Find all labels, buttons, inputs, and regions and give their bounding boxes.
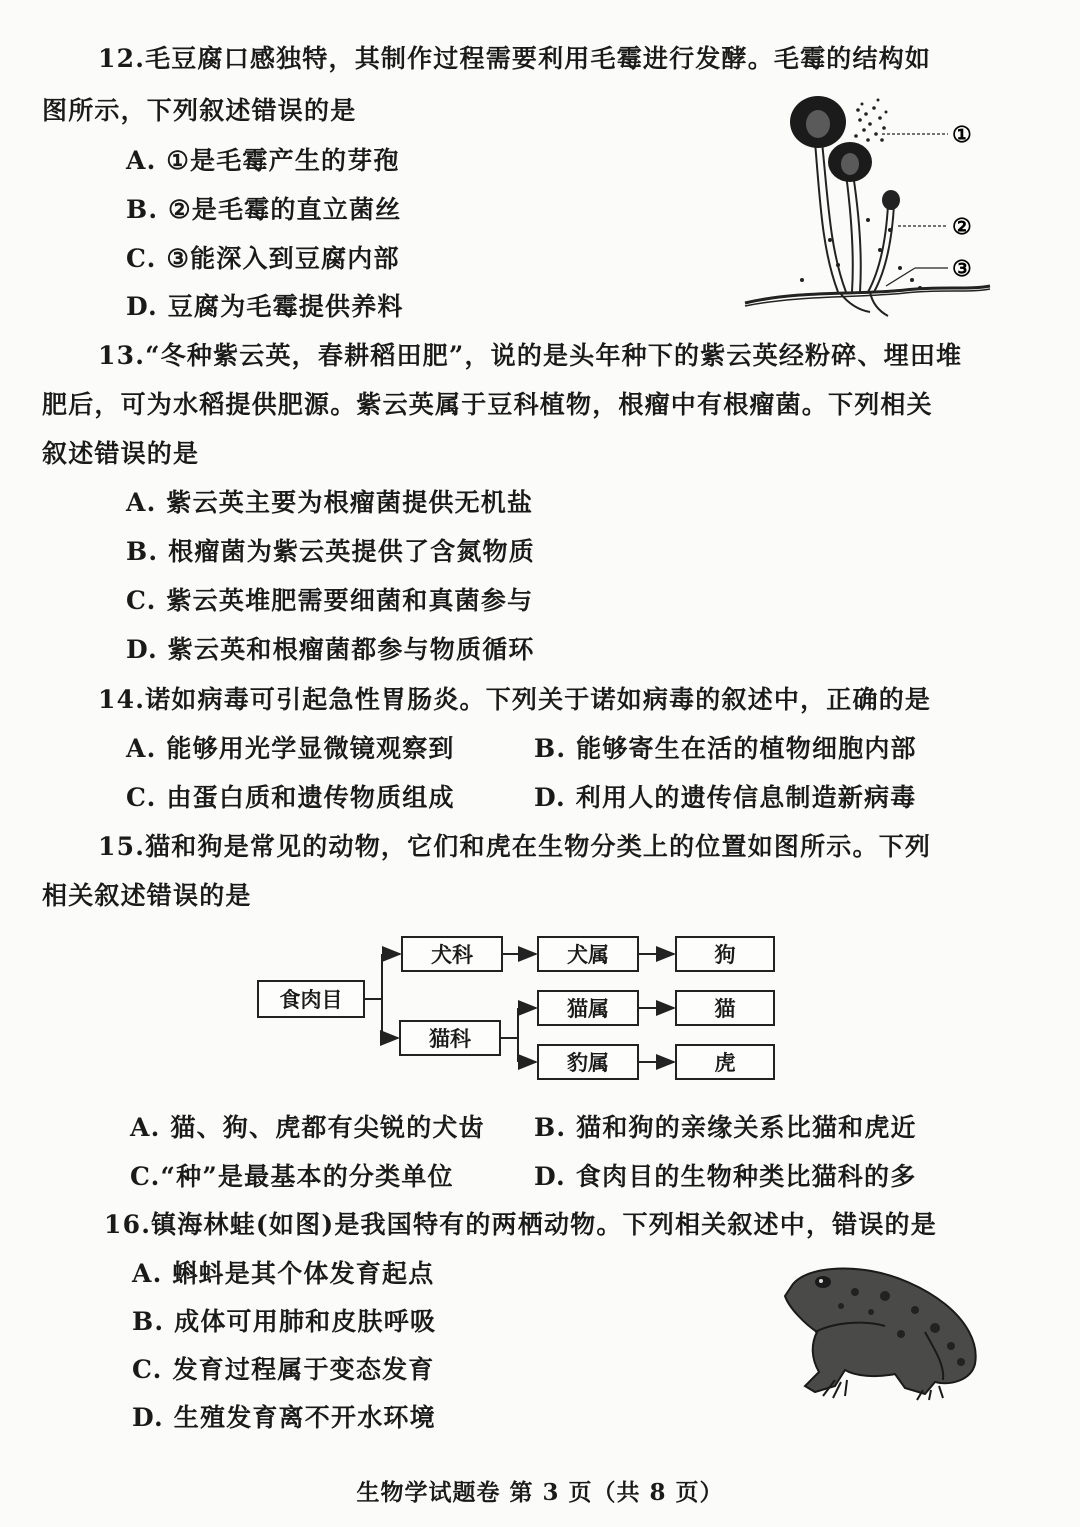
q16-option-c: C. 发育过程属于变态发育	[132, 1355, 435, 1384]
q12-option-d: D. 豆腐为毛霉提供养料	[126, 292, 404, 321]
tree-family-canidae: 犬科	[431, 942, 473, 967]
q14-option-c: C. 由蛋白质和遗传物质组成	[126, 783, 455, 812]
tree-species-dog: 狗	[714, 942, 736, 967]
q12-stem-line2: 图所示，下列叙述错误的是	[42, 96, 357, 125]
q13-option-c: C. 紫云英堆肥需要细菌和真菌参与	[126, 586, 534, 615]
q12-option-c: C. ③能深入到豆腐内部	[126, 244, 400, 273]
tree-species-tiger: 虎	[714, 1050, 736, 1075]
q16-option-a: A. 蝌蚪是其个体发育起点	[132, 1259, 435, 1288]
mucor-label-3: ③	[952, 256, 972, 282]
q15-option-c: C.“种”是最基本的分类单位	[130, 1162, 454, 1191]
frog-image	[775, 1262, 990, 1402]
q13-stem-line2: 肥后，可为水稻提供肥源。紫云英属于豆科植物，根瘤中有根瘤菌。下列相关	[42, 390, 933, 419]
q13-option-d: D. 紫云英和根瘤菌都参与物质循环	[126, 635, 535, 664]
q13-option-a: A. 紫云英主要为根瘤菌提供无机盐	[126, 488, 534, 517]
tree-order: 食肉目	[279, 987, 343, 1012]
q15-option-b: B. 猫和狗的亲缘关系比猫和虎近	[534, 1113, 917, 1142]
mucor-label-1: ①	[952, 122, 972, 148]
mucor-label-2: ②	[952, 214, 972, 240]
q12-option-a: A. ①是毛霉产生的芽孢	[126, 146, 400, 175]
q12-stem-line1: 12.毛豆腐口感独特，其制作过程需要利用毛霉进行发酵。毛霉的结构如	[98, 44, 932, 73]
mucor-figure	[740, 90, 1010, 320]
q15-option-a: A. 猫、狗、虎都有尖锐的犬齿	[130, 1113, 485, 1142]
q16-option-b: B. 成体可用肺和皮肤呼吸	[132, 1307, 437, 1336]
q15-stem-line2: 相关叙述错误的是	[42, 881, 252, 910]
tree-genus-canis: 犬属	[567, 942, 609, 967]
classification-tree	[240, 925, 800, 1095]
q12-option-b: B. ②是毛霉的直立菌丝	[126, 195, 402, 224]
tree-family-felidae: 猫科	[429, 1026, 471, 1051]
q16-option-d: D. 生殖发育离不开水环境	[132, 1403, 436, 1432]
q15-stem-line1: 15.猫和狗是常见的动物，它们和虎在生物分类上的位置如图所示。下列	[98, 832, 932, 861]
q16-stem: 16.镇海林蛙(如图)是我国特有的两栖动物。下列相关叙述中，错误的是	[104, 1210, 937, 1239]
q13-stem-line3: 叙述错误的是	[42, 439, 200, 468]
tree-species-cat: 猫	[714, 996, 736, 1021]
q14-option-b: B. 能够寄生在活的植物细胞内部	[534, 734, 917, 763]
q13-stem-line1: 13.“冬种紫云英，春耕稻田肥”，说的是头年种下的紫云英经粉碎、埋田堆	[98, 341, 963, 370]
q14-option-d: D. 利用人的遗传信息制造新病毒	[534, 783, 917, 812]
q15-option-d: D. 食肉目的生物种类比猫科的多	[534, 1162, 917, 1191]
q14-stem: 14.诺如病毒可引起急性胃肠炎。下列关于诺如病毒的叙述中，正确的是	[98, 685, 932, 714]
tree-genus-felis: 猫属	[567, 996, 609, 1021]
q14-option-a: A. 能够用光学显微镜观察到	[126, 734, 455, 763]
page-footer: 生物学试题卷 第 3 页（共 8 页）	[356, 1479, 724, 1506]
tree-genus-panthera: 豹属	[567, 1050, 609, 1075]
q13-option-b: B. 根瘤菌为紫云英提供了含氮物质	[126, 537, 535, 566]
